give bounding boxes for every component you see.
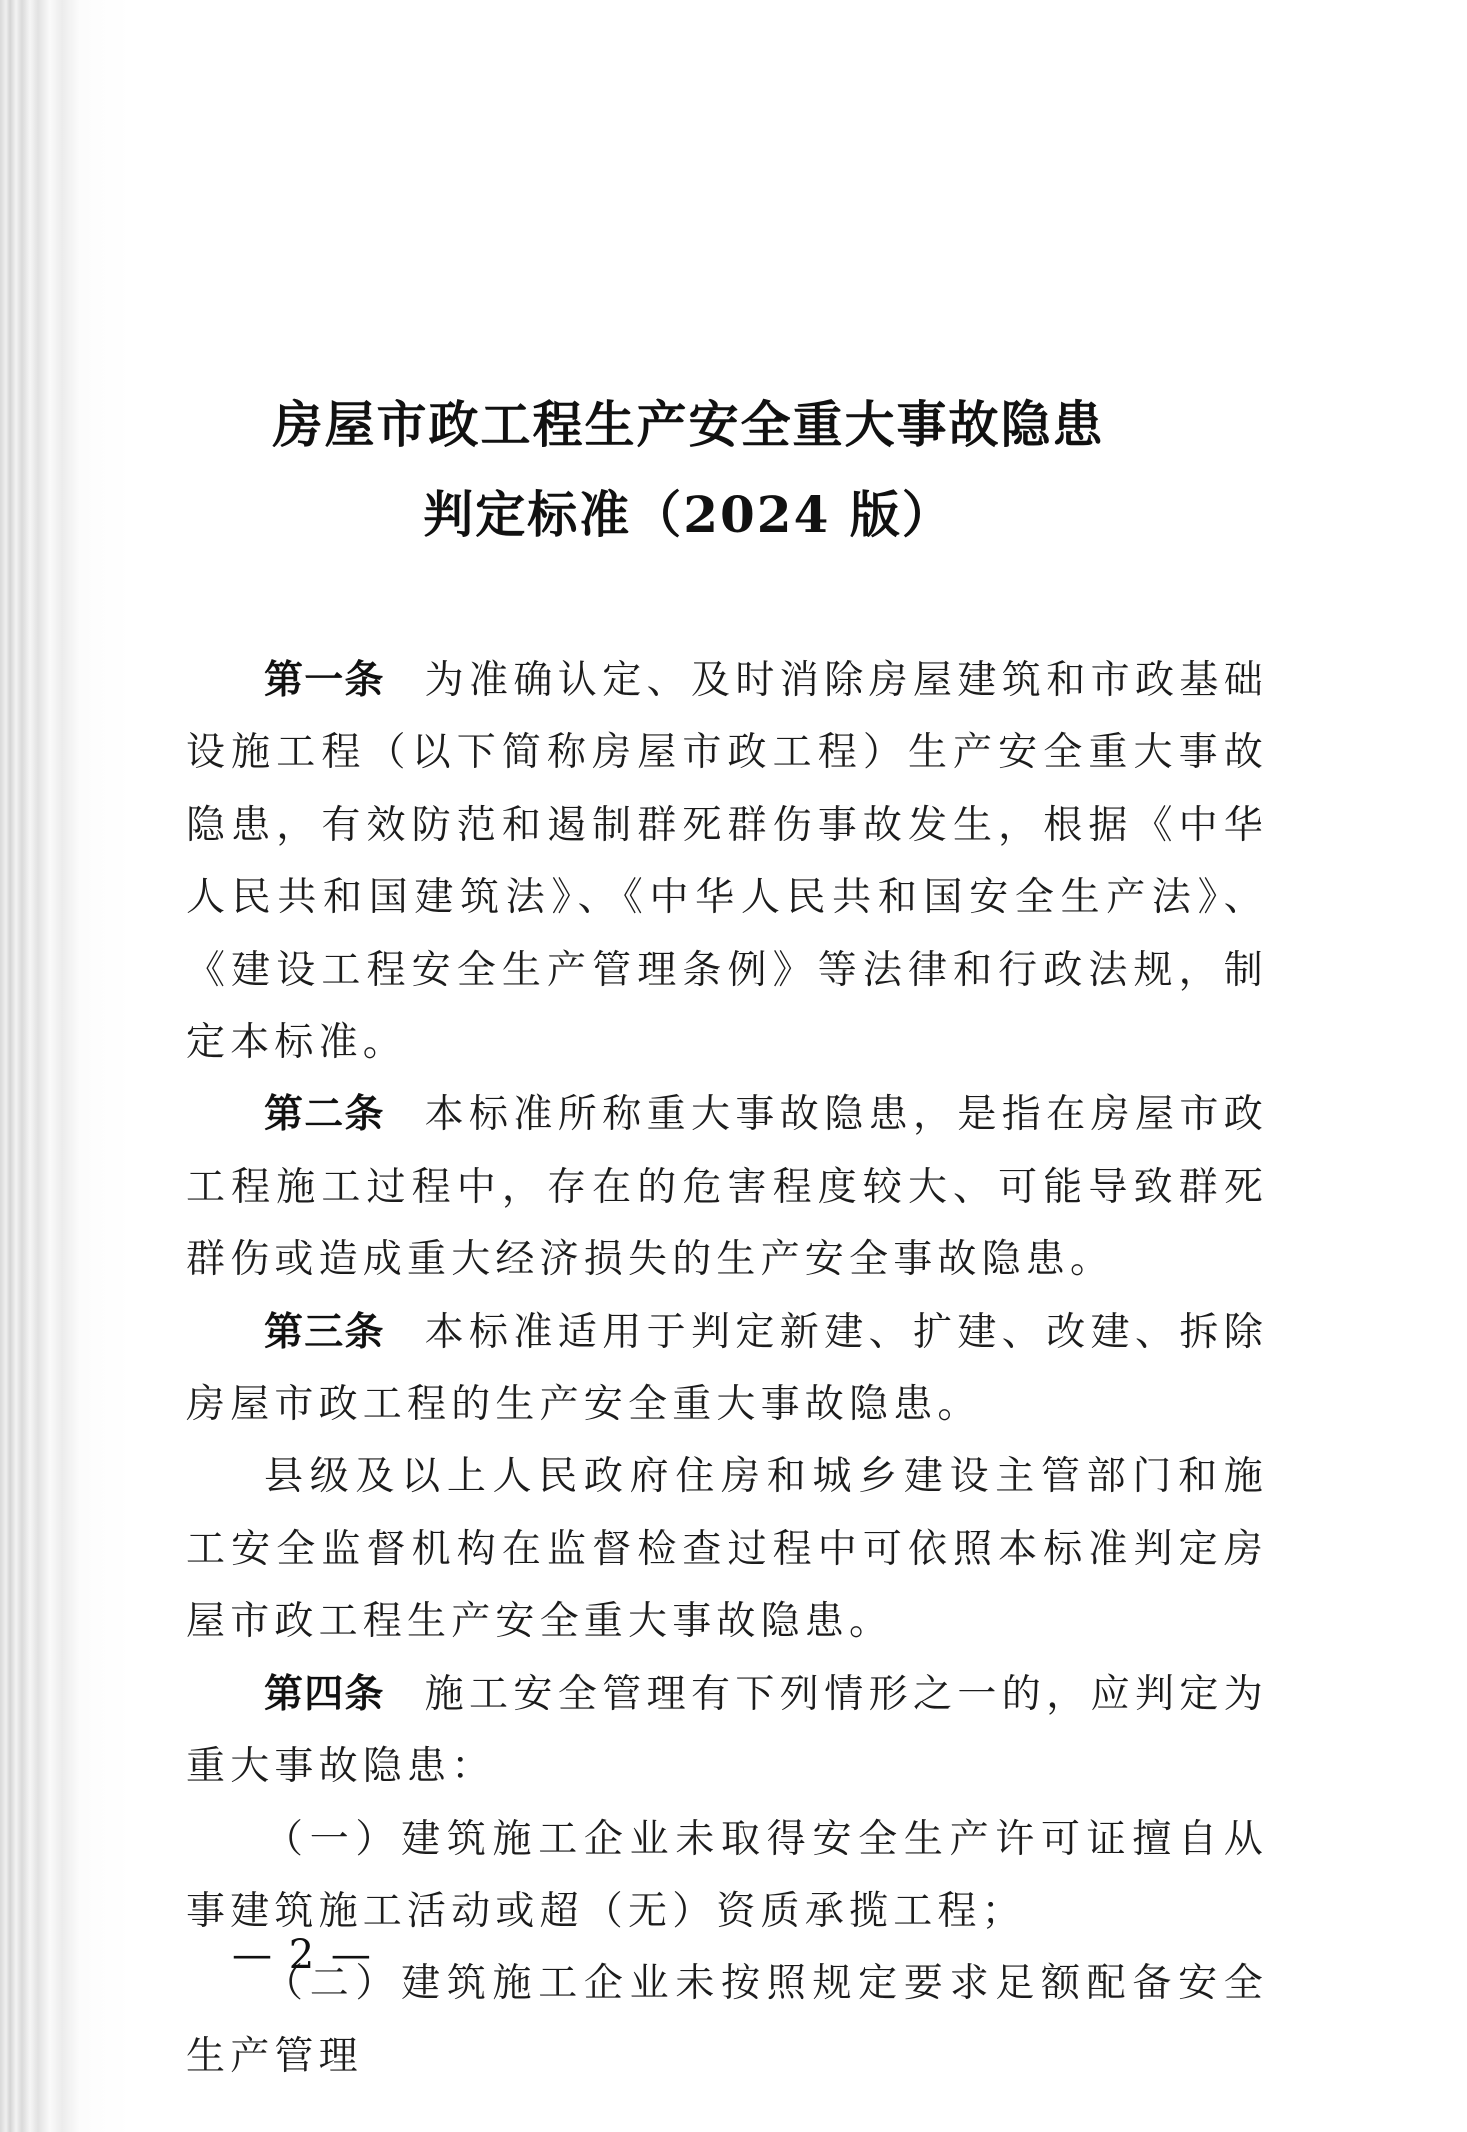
article-2-text: 本标准所称重大事故隐患，是指在房屋市政工程施工过程中，存在的危害程度较大、可能导致群死群伤或造成重大经济损失的生产安全事故隐患。 <box>186 1092 1268 1283</box>
article-3-paragraph <box>186 1297 1268 1442</box>
document-body <box>186 645 1268 2093</box>
article-4-label: 第四条 <box>264 1671 385 1717</box>
document-title-line-1: 房屋市政工程生产安全重大事故隐患 <box>272 395 1105 454</box>
article-3-text: 本标准适用于判定新建、扩建、改建、拆除房屋市政工程的生产安全重大事故隐患。 <box>186 1309 1268 1428</box>
article-4-paragraph <box>186 1659 1268 1804</box>
article-1-paragraph <box>186 645 1268 1079</box>
scanned-page-edge <box>0 0 130 2132</box>
article-2-label: 第二条 <box>264 1092 385 1138</box>
article-4-item-1-text: （一）建筑施工企业未取得安全生产许可证擅自从事建筑施工活动或超（无）资质承揽工程； <box>186 1816 1268 1934</box>
article-3-supplement-text: 县级及以上人民政府住房和城乡建设主管部门和施工安全监督机构在监督检查过程中可依照本标准判定房屋市政工程生产安全重大事故隐患。 <box>186 1454 1268 1645</box>
article-4-item-1 <box>186 1804 1268 1949</box>
article-3-supplement-paragraph <box>186 1441 1268 1658</box>
page-number: — 2 — <box>232 1932 373 1978</box>
document-title-line-2: 判定标准（2024 版） <box>423 485 954 544</box>
article-3-label: 第三条 <box>264 1309 385 1355</box>
article-4-item-2-text: （二）建筑施工企业未按照规定要求足额配备安全生产管理 <box>186 1961 1268 2079</box>
article-4-text: 施工安全管理有下列情形之一的，应判定为重大事故隐患： <box>186 1671 1268 1790</box>
article-2-paragraph <box>186 1079 1268 1296</box>
article-1-label: 第一条 <box>264 658 385 703</box>
article-1-text: 为准确认定、及时消除房屋建筑和市政基础设施工程（以下简称房屋市政工程）生产安全重大事故隐患，有效防范和遏制群死群伤事故发生，根据《中华人民共和国建筑法》、《中华人民共和国安全生产法》、《建设工程安全生产管理条例》等法律和行政法规，制定本标准。 <box>186 658 1268 1066</box>
